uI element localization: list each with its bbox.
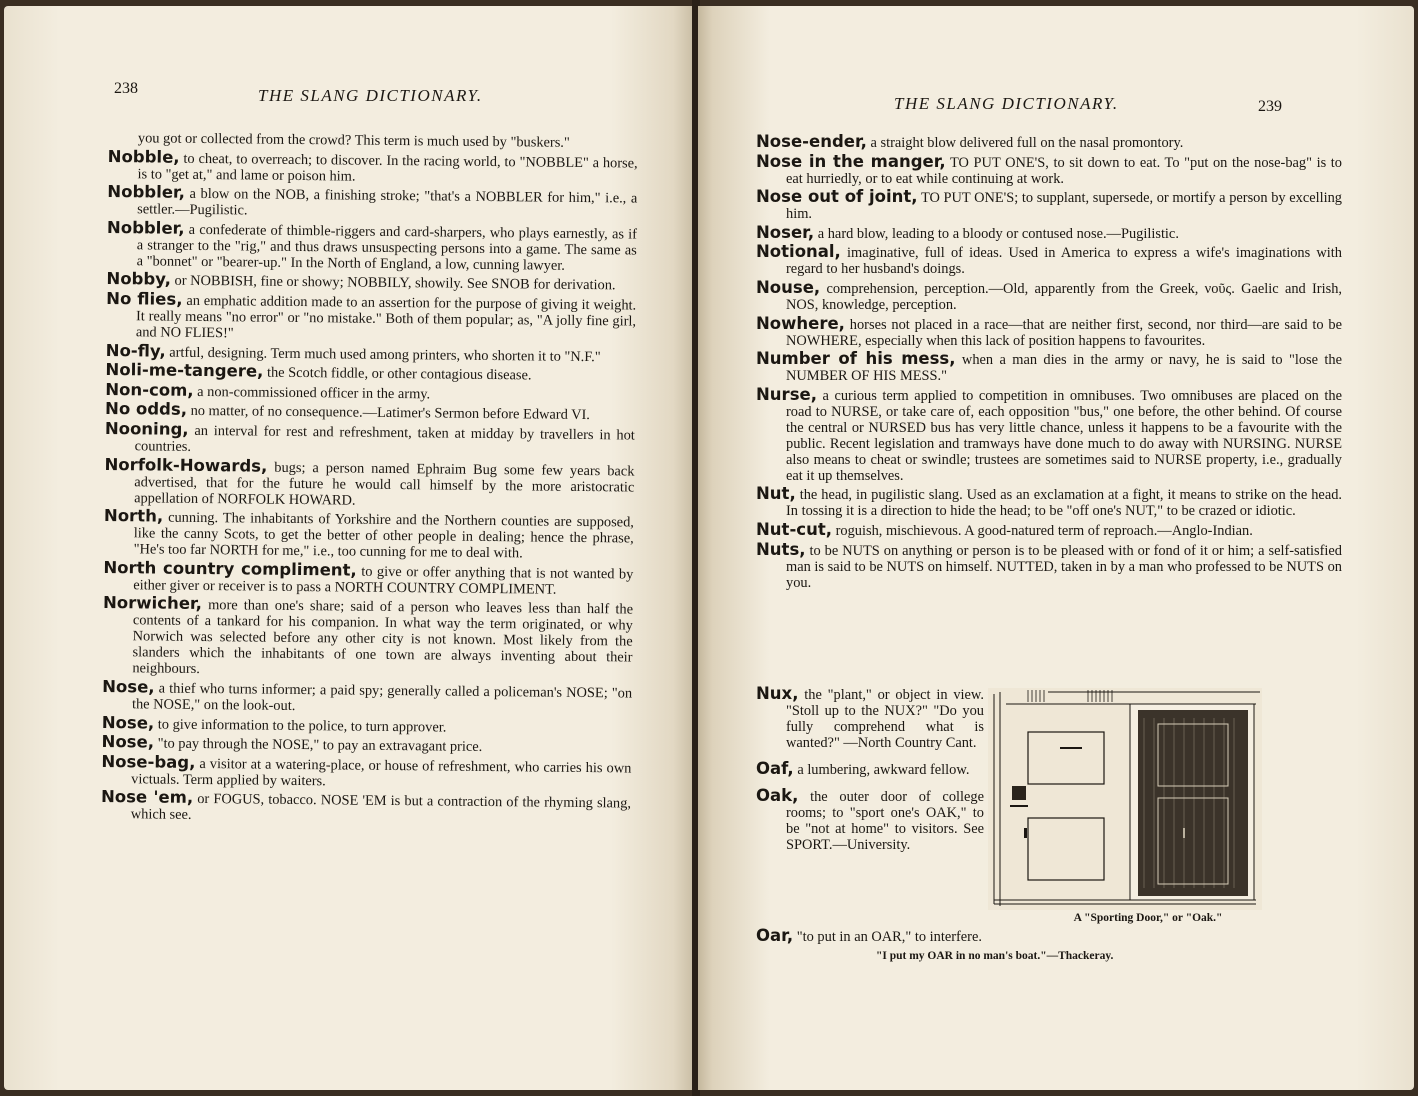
entry-headword: No odds, [104, 399, 188, 420]
dictionary-entry [756, 928, 1336, 945]
dictionary-entry [107, 184, 637, 223]
entry-headword: Nose, [101, 732, 155, 752]
entry-headword: Oar, [756, 926, 794, 945]
entry-headword: Nowhere, [756, 313, 845, 333]
quotation: "I put my OAR in no man's boat."—Thackeray. [876, 949, 1114, 962]
entry-headword: Oaf, [756, 759, 794, 778]
entry-definition: TO PUT ONE'S; to supplant, supersede, or mortify a person by excelling him. [786, 190, 1342, 223]
dictionary-entry [103, 557, 634, 599]
dictionary-entry [104, 508, 634, 563]
right-page [698, 6, 1414, 1090]
entry-headword: North country compliment, [103, 557, 357, 580]
dictionary-entry [756, 134, 1342, 151]
entry-headword: Nose, [101, 712, 155, 733]
dictionary-entry [102, 595, 633, 682]
entry-definition: when a man dies in the army or navy, he is said to "lose the NUMBER OF HIS MESS." [786, 352, 1342, 385]
dictionary-entry [104, 454, 635, 512]
dictionary-entry [106, 217, 638, 275]
dictionary-entry [102, 714, 632, 737]
dictionary-entry [106, 271, 636, 294]
dictionary-entry [756, 244, 1342, 277]
dictionary-entry [756, 351, 1342, 384]
sporting-door-illustration [988, 688, 1262, 910]
dictionary-entry [756, 277, 1342, 313]
entry-headword: Nobbler, [107, 182, 186, 202]
entry-headword: Norfolk-Howards, [104, 454, 268, 476]
entry-definition: a curious term applied to competition in omnibuses. Two omnibuses are placed on the road to NURSE, or take care of, each opposition "bus," one before, the other behind. Of course the central or NURSED bus has very little chance, unless it happens to be a favourite with the public. Recent legislation and tramways have done much to do away with NURSING. NURSE also means to cheat or swindle; trustees are sometimes said to NURSE property, i.e., gradually eat it up themselves. [786, 387, 1342, 484]
entry-definition: to cheat, to overreach; to discover. In the racing world, to "NOBBLE" a horse, is to "get at," and lame or poison him. [137, 150, 638, 185]
dictionary-entry [104, 418, 635, 460]
entry-headword: Nose 'em, [100, 787, 194, 808]
dictionary-entry [756, 189, 1342, 222]
entry-definition: TO PUT ONE'S, to sit down to eat. To "put on the nose-bag" is to eat hurriedly, or to eat while continuing at work. [786, 154, 1342, 187]
entry-headword: Nose-ender, [756, 132, 867, 151]
dictionary-entry [756, 222, 1342, 242]
entry-headword: Nut, [756, 484, 796, 504]
entry-headword: North, [103, 506, 164, 526]
figure-section [756, 684, 1346, 924]
entry-headword: Nuts, [756, 539, 806, 559]
entry-headword: Noli-me-tangere, [105, 360, 264, 381]
entry-definition: to give information to the police, to turn approver. [157, 716, 447, 736]
entry-definition: an emphatic addition made to an assertion for the purpose of giving it weight. It really means "no error" or "no mistake." Both of them popular; as, "A jolly fine girl, and NO FLIES!" [135, 292, 637, 342]
entry-headword: Nose, [102, 676, 155, 697]
left-page [4, 6, 694, 1090]
entry-definition: the "plant," or object in view. "Stoll up to the NUX?" "Do you fully comprehend what is wanted?" —North Country Cant. [786, 687, 984, 751]
entry-headword: Nux, [756, 684, 799, 703]
entry-definition: more than one's share; said of a person who leaves less than half the contents of a tankard for his companion. In what way the term originated, or why Norwich was selected before any other city is not known. Most likely from the slanders which the inhabitants of one town are always inventing about their neighbours. [132, 597, 634, 678]
entry-headword: Number of his mess, [756, 349, 956, 369]
entry-headword: Nobble, [107, 146, 180, 167]
dictionary-entry [101, 751, 632, 793]
last-entry-block [756, 928, 1336, 964]
entry-definition: a blow on the NOB, a finishing stroke; "that's a NOBBLER for him," i.e., a settler.—Pugilistic. [137, 186, 638, 219]
figure-side-entries [756, 686, 984, 853]
entry-definition: a hard blow, leading to a bloody or contused nose.—Pugilistic. [817, 225, 1179, 242]
entry-headword: Nooning, [104, 418, 189, 439]
entry-definition: to give or offer anything that is not wanted by either giver or receiver is to pass a NORTH COUNTRY COMPLIMENT. [133, 563, 634, 598]
entry-definition: roguish, mischievous. A good-natured term of reproach.—Anglo-Indian. [835, 522, 1253, 539]
entry-definition: no matter, of no consequence.—Latimer's Sermon before Edward VI. [190, 403, 591, 424]
dictionary-entry [756, 761, 984, 778]
entry-headword: Nose out of joint, [756, 187, 918, 207]
entry-definition: imaginative, full of ideas. Used in America to express a wife's imaginations with regard to her husband's doings. [786, 245, 1342, 278]
entry-headword: Nobbler, [106, 217, 185, 238]
entry-headword: Norwicher, [102, 593, 203, 614]
entry-definition: "to pay through the NOSE," to pay an extravagant price. [157, 735, 483, 756]
dictionary-entry [101, 789, 631, 828]
entry-headword: Non-com, [105, 379, 194, 400]
entry-definition: cunning. The inhabitants of Yorkshire and the Northern counties are supposed, like the canny Scots, to get the better of other people in dealing; hence the phrase, "He's too far NORTH for me," i.e., too cunning for me to deal with. [133, 509, 635, 562]
entry-definition: the outer door of college rooms; to "sport one's OAK," to be "not at home" to visitors. See SPORT.—University. [786, 789, 984, 853]
dictionary-entry [756, 384, 1342, 484]
entry-definition: a straight blow delivered full on the nasal promontory. [870, 135, 1184, 151]
entry-headword: Nurse, [756, 384, 817, 404]
left-entries [101, 130, 638, 830]
entry-definition: a lumbering, awkward fellow. [797, 762, 970, 778]
entry-definition: or NOBBISH, fine or showy; NOBBILY, showily. See SNOB for derivation. [174, 273, 616, 294]
entry-headword: Notional, [756, 242, 841, 262]
dictionary-entry [756, 788, 984, 853]
entry-definition: a non-commissioned officer in the army. [197, 383, 431, 403]
entry-definition: a confederate of thimble-riggers and card-sharpers, who plays earnestly, as if a stranger to the "rig," and thus draws unsuspecting persons into a game. The same as a "bonnet" or "bearer-up." In the North of England, a low, cunning lawyer. [136, 221, 638, 274]
dictionary-entry [107, 146, 638, 188]
entry-headword: No flies, [106, 288, 183, 309]
entry-headword: Nut-cut, [756, 519, 832, 539]
figure-caption: A "Sporting Door," or "Oak." [1073, 912, 1223, 924]
entry-definition: bugs; a person named Ephraim Bug some few years back advertised, that for the future he would call himself by the more aristocratic appellation of NORFOLK HOWARD. [134, 459, 635, 509]
entry-headword: Nose in the manger, [756, 151, 946, 171]
continuation-text: you got or collected from the crowd? This term is much used by "buskers." [137, 130, 570, 151]
entry-headword: No-fly, [105, 340, 166, 361]
entry-headword: Nobby, [106, 269, 172, 290]
entry-definition: to be NUTS on anything or person is to be pleased with or fond of it or him; a self-satisfied man is said to be NUTS on himself. NUTTED, taken in by a man who professed to be NUTS on you. [786, 542, 1342, 591]
dictionary-entry [106, 288, 637, 346]
entry-definition: a visitor at a watering-place, or house of refreshment, who carries his own victuals. Term applied by waiters. [131, 755, 632, 790]
entry-headword: Oak, [756, 786, 799, 805]
right-page-number: 239 [1258, 98, 1282, 115]
entry-definition: the Scotch fiddle, or other contagious disease. [266, 364, 532, 384]
entry-headword: Nose-bag, [101, 751, 196, 772]
left-running-head: THE SLANG DICTIONARY. [258, 86, 483, 105]
dictionary-entry [756, 486, 1342, 519]
dictionary-entry [756, 313, 1342, 349]
dictionary-entry [756, 539, 1342, 591]
entry-definition: or FOGUS, tobacco. NOSE 'EM is but a contraction of the rhyming slang, which see. [130, 791, 632, 824]
entry-definition: an interval for rest and refreshment, taken at midday by travellers in hot countries. [134, 422, 635, 455]
entry-definition: a thief who turns informer; a paid spy; generally called a policeman's NOSE; "on the NOSE," on the look-out. [131, 680, 633, 714]
entry-headword: Noser, [756, 222, 815, 242]
right-entries [756, 134, 1342, 593]
dictionary-entry [756, 151, 1342, 187]
entry-definition: "to put in an OAR," to interfere. [796, 929, 982, 945]
entry-definition: horses not placed in a race—that are neither first, second, nor third—are said to be NOWHERE, especially when this lack of position happens to favourites. [786, 316, 1342, 349]
dictionary-entry [756, 686, 984, 751]
dictionary-entry [756, 519, 1342, 539]
right-running-head: THE SLANG DICTIONARY. [894, 94, 1119, 113]
left-page-number: 238 [114, 80, 138, 97]
dictionary-entry [102, 676, 633, 718]
entry-definition: the head, in pugilistic slang. Used as an exclamation at a fight, it means to strike on the head. In tossing it is a direction to hide the head; to be "off one's NUT," to be crazed or idiotic. [786, 487, 1342, 520]
entry-headword: Nouse, [756, 277, 821, 297]
entry-definition: artful, designing. Term much used among printers, who shorten it to "N.F." [169, 344, 601, 365]
entry-definition: comprehension, perception.—Old, apparently from the Greek, νοῦς. Gaelic and Irish, NOS, knowledge, perception. [786, 280, 1342, 313]
